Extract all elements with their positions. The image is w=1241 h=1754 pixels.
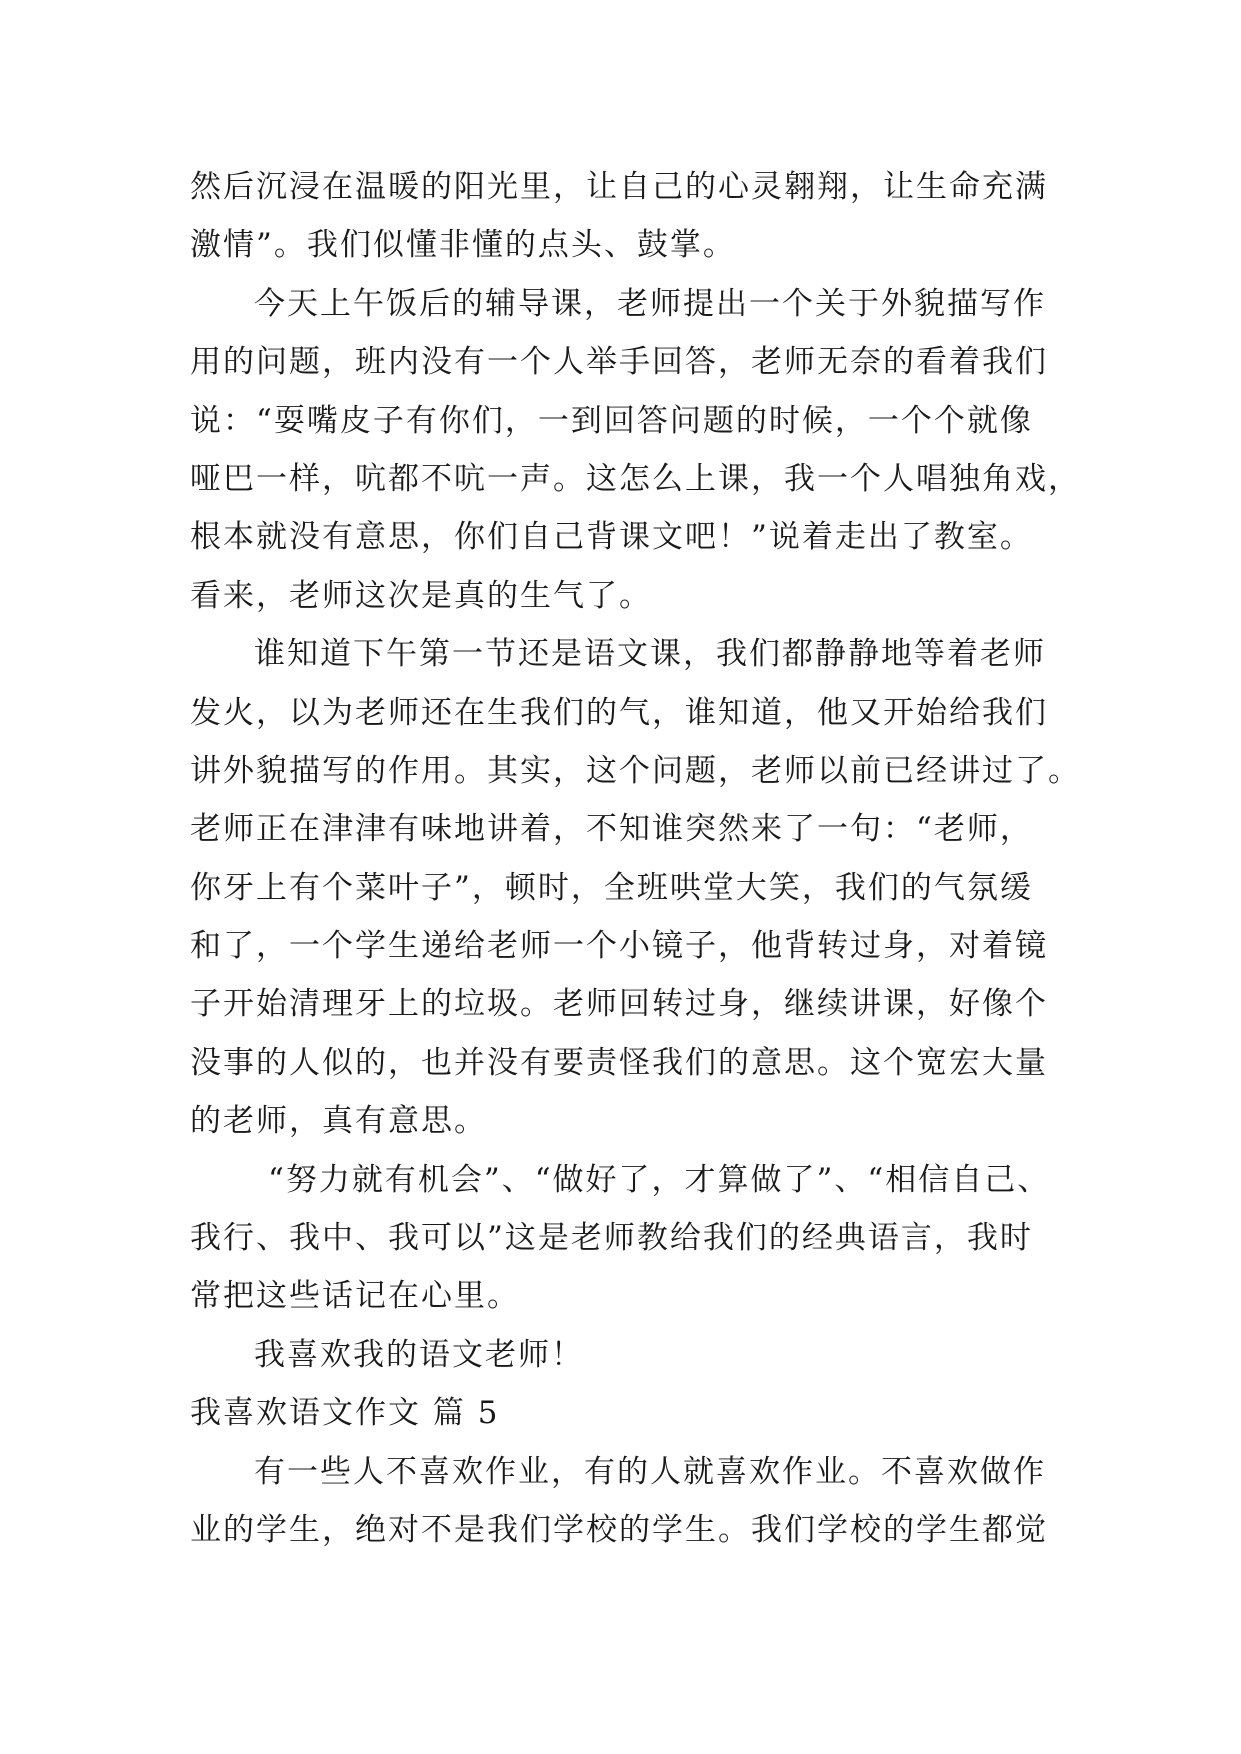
text-line: 讲外貌描写的作用。其实，这个问题，老师以前已经讲过了。 (190, 752, 1081, 789)
text-line: 子开始清理牙上的垃圾。老师回转过身，继续讲课，好像个 (190, 986, 1048, 1023)
paragraph-start-line: 今天上午饭后的辅导课，老师提出一个关于外貌描写作 (254, 285, 1046, 322)
paragraph-start-line: 有一些人不喜欢作业，有的人就喜欢作业。不喜欢做作 (254, 1453, 1046, 1490)
text-line: 看来，老师这次是真的生气了。 (190, 577, 652, 614)
text-line: 业的学生，绝对不是我们学校的学生。我们学校的学生都觉 (190, 1511, 1048, 1548)
text-line: 激情”。我们似懂非懂的点头、鼓掌。 (190, 227, 736, 264)
text-line: 老师正在津津有味地讲着，不知谁突然来了一句：“老师， (190, 811, 1033, 848)
text-line: 你牙上有个菜叶子”，顿时，全班哄堂大笑，我们的气氛缓 (190, 869, 1033, 906)
text-line: 说：“耍嘴皮子有你们，一到回答问题的时候，一个个就像 (190, 402, 1033, 439)
text-line: 根本就没有意思，你们自己背课文吧！”说着走出了教室。 (190, 519, 1033, 556)
paragraph-start-line: 谁知道下午第一节还是语文课，我们都静静地等着老师 (254, 636, 1046, 673)
text-line: 然后沉浸在温暖的阳光里，让自己的心灵翱翔，让生命充满 (190, 169, 1048, 205)
text-line: 常把这些话记在心里。 (190, 1278, 520, 1315)
document-body (190, 158, 1081, 1559)
paragraph-start-line: “努力就有机会”、“做好了，才算做了”、“相信自己、 (268, 1161, 1051, 1198)
text-line: 用的问题，班内没有一个人举手回答，老师无奈的看着我们 (190, 344, 1048, 381)
text-line: 我行、我中、我可以”这是老师教给我们的经典语言，我时 (190, 1220, 1033, 1257)
text-line: 发火，以为老师还在生我们的气，谁知道，他又开始给我们 (190, 694, 1048, 731)
text-line: 的老师，真有意思。 (190, 1103, 487, 1140)
text-line: 没事的人似的，也并没有要责怪我们的意思。这个宽宏大量 (190, 1044, 1048, 1081)
text-line: 和了，一个学生递给老师一个小镜子，他背转过身，对着镜 (190, 928, 1048, 965)
section-heading: 我喜欢语文作文 篇 5 (190, 1395, 500, 1432)
text-line: 哑巴一样，吭都不吭一声。这怎么上课，我一个人唱独角戏， (190, 460, 1081, 497)
paragraph-start-line: 我喜欢我的语文老师！ (254, 1336, 584, 1373)
